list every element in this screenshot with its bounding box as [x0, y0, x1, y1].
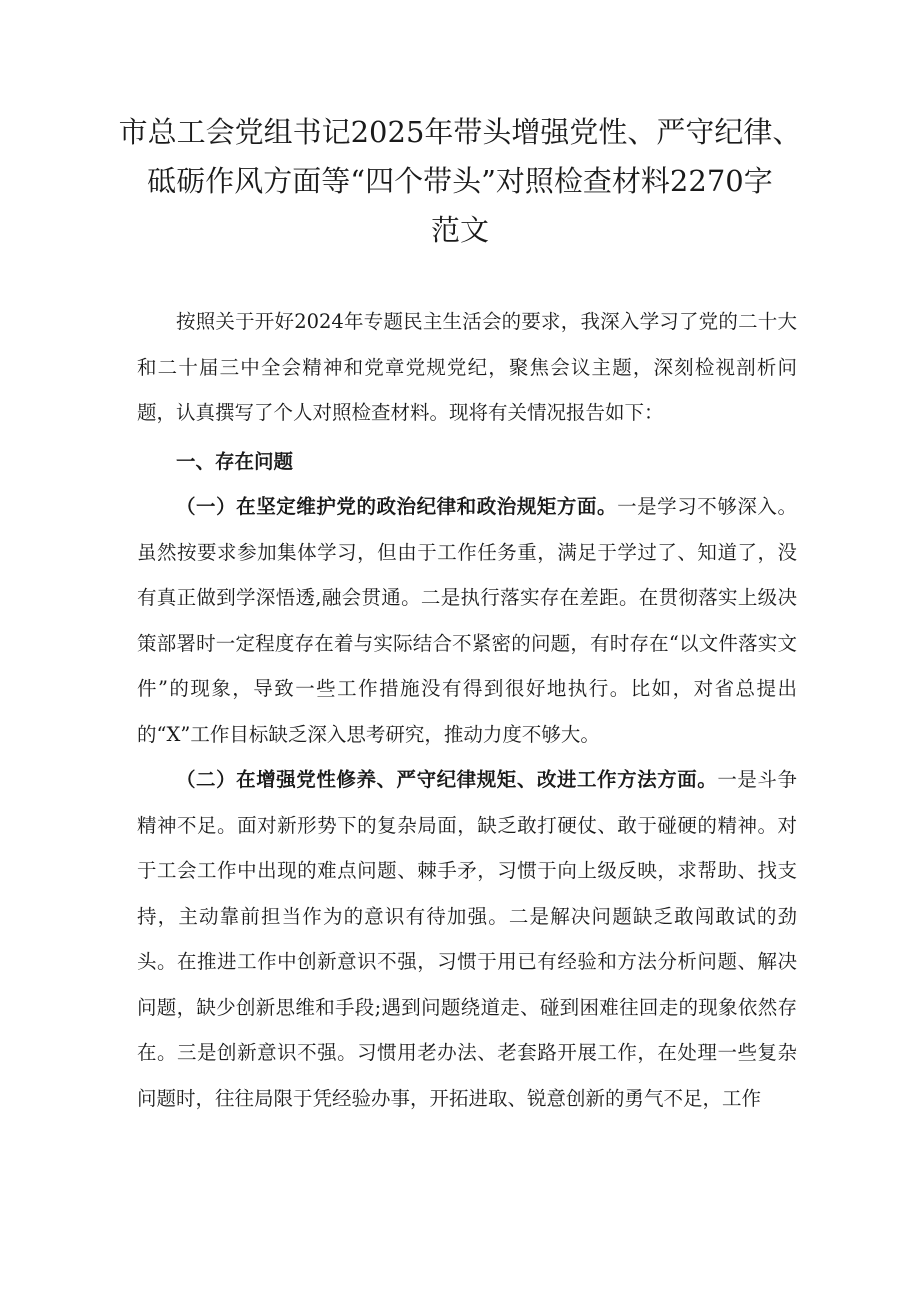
- title-line-1: 市总工会党组书记2025年带头增强党性、严守纪律、: [118, 115, 802, 149]
- title-line-3: 范文: [430, 213, 489, 247]
- item-2-paragraph: [137, 757, 797, 1121]
- section-heading: 一、存在问题: [176, 449, 294, 473]
- item-2-text: 一是斗争精神不足。面对新形势下的复杂局面，缺乏敢打硬仗、敢于碰硬的精神。对于工会工作中出现的难点问题、棘手矛，习惯于向上级反映，求帮助、找支持，主动靠前担当作为的意识有待加强。二是解决问题缺乏敢闯敢试的劲头。在推进工作中创新意识不强，习惯于用已有经验和方法分析问题、解决问题，缺少创新思维和手段;遇到问题绕道走、碰到困难往回走的现象依然存在。三是创新意识不强。习惯用老办法、老套路开展工作，在处理一些复杂问题时，往往局限于凭经验办事，开拓进取、锐意创新的勇气不足，工作: [137, 768, 797, 1110]
- document-title: [100, 108, 820, 255]
- document-body: [137, 299, 797, 1121]
- item-1-lead: （一）在坚定维护党的政治纪律和政治规矩方面。: [176, 495, 618, 518]
- item-1-text: 一是学习不够深入。虽然按要求参加集体学习，但由于工作任务重，满足于学过了、知道了，没有真正做到学深悟透,融会贯通。二是执行落实存在差距。在贯彻落实上级决策部署时一定程度存在着与实际结合不紧密的问题，有时存在“以文件落实文件”的现象，导致一些工作措施没有得到很好地执行。比如，对省总提出的“X”工作目标缺乏深入思考研究，推动力度不够大。: [137, 495, 797, 746]
- intro-paragraph: 按照关于开好2024年专题民主生活会的要求，我深入学习了党的二十大和二十届三中全会精神和党章党规党纪，聚焦会议主题，深刻检视剖析问题，认真撰写了个人对照检查材料。现将有关情况报告如下：: [137, 310, 797, 424]
- title-line-2: 砥砺作风方面等“四个带头”对照检查材料2270字: [147, 164, 773, 198]
- item-1-paragraph: [137, 484, 797, 757]
- item-2-lead: （二）在增强党性修养、严守纪律规矩、改进工作方法方面。: [176, 768, 718, 791]
